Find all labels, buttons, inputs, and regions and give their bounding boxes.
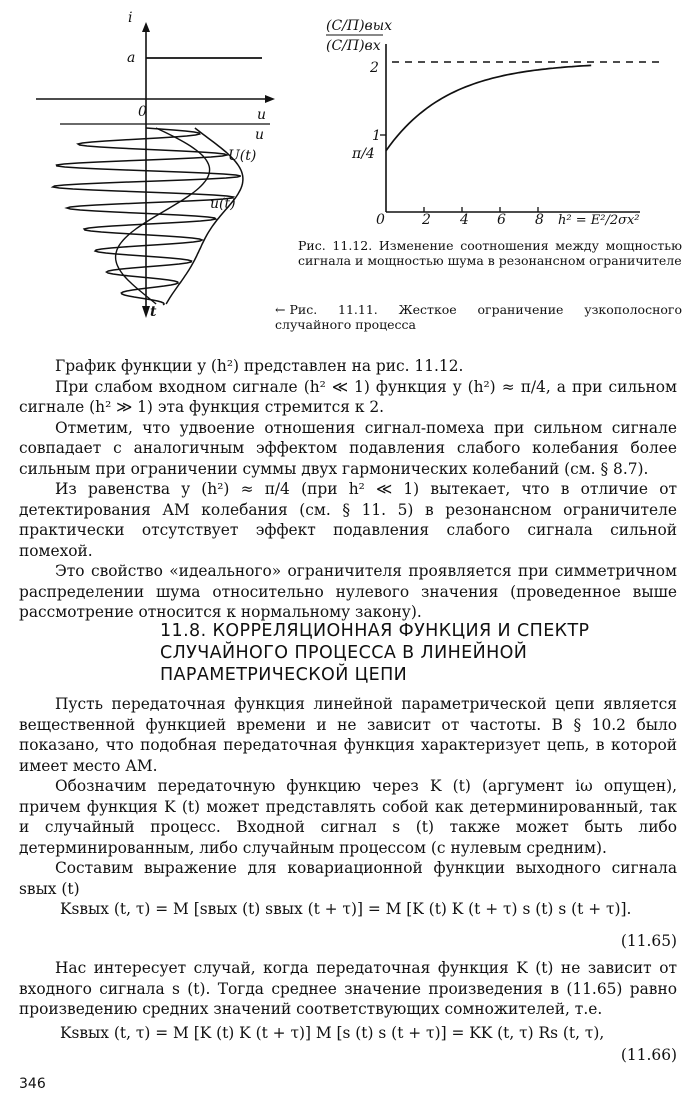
arrow-down-icon	[142, 306, 150, 318]
paragraph: График функции y (h²) представлен на рис. 11.12.	[55, 357, 464, 375]
paragraph: Пусть передаточная функция линейной параметрической цепи является вещественной функцией времени и не зависит от частоты. В § 10.2 было показано, что подобная передаточная функция характеризует цепь, в которой имеет место АМ.	[19, 695, 677, 775]
y-tick-2-label: 2	[370, 60, 379, 76]
section-title: КОРРЕЛЯЦИОННАЯ ФУНКЦИЯ И СПЕКТР СЛУЧАЙНОГО ПРОЦЕССА В ЛИНЕЙНОЙ ПАРАМЕТРИЧЕСКОЙ ЦЕПИ	[160, 621, 590, 685]
figure-11-11-caption-text: Рис. 11.11. Жесткое ограничение узкополосного случайного процесса	[275, 302, 682, 332]
x-tick-label: 6	[497, 212, 506, 228]
envelope-label: U(t)	[228, 148, 257, 164]
x-tick-label: 4	[460, 212, 469, 228]
equation-number-11-66: (11.66)	[620, 1046, 677, 1064]
paragraph: При слабом входном сигнале (h² ≪ 1) функция y (h²) ≈ π/4, а при сильном сигнале (h² ≫ 1) эта функция стремится к 2.	[19, 377, 677, 416]
y-label-denominator: (C/П)вх	[326, 38, 381, 54]
signal-label: u(t)	[210, 196, 236, 212]
figure-11-12	[380, 44, 664, 212]
paragraph: Из равенства y (h²) ≈ π/4 (при h² ≪ 1) вытекает, что в отличие от детектирования АМ колебания (см. § 11. 5) в резонансном ограничителе практически отсутствует эффект подавления слабого сигнала сильной помехой.	[19, 480, 677, 560]
paragraph: Составим выражение для ковариационной функции выходного сигнала sвых (t)	[19, 859, 677, 898]
figure-11-12-caption: Рис. 11.12. Изменение соотношения между мощностью сигнала и мощностью шума в резонансном ограничителе	[298, 238, 682, 268]
paragraph: Нас интересует случай, когда передаточная функция K (t) не зависит от входного сигнала s (t). Тогда среднее значение произведения в (11.65) равно произведению средних значений соответствующих сомножителей, т.е.	[19, 959, 677, 1018]
page-number: 346	[19, 1076, 46, 1092]
u-label-top: u	[257, 107, 267, 123]
u-label-bottom: u	[255, 127, 265, 143]
y-tick-pi4-label: π/4	[352, 146, 375, 162]
x-tick-label: 2	[422, 212, 431, 228]
x-tick-label: 8	[535, 212, 544, 228]
arrow-left-icon: ←	[275, 302, 286, 317]
level-a-label: a	[127, 50, 136, 66]
axis-i-label: i	[128, 10, 133, 26]
figure-11-11	[36, 22, 275, 318]
figures-area	[0, 0, 691, 340]
x-tick-0-label: 0	[376, 212, 385, 228]
text-block-3	[0, 958, 691, 1020]
text-block-2	[0, 694, 691, 899]
arrow-right-icon	[265, 95, 275, 103]
y-tick-1-label: 1	[372, 128, 381, 144]
figure-11-11-caption	[275, 302, 682, 332]
equation-11-66: Ksвых (t, τ) = M [K (t) K (t + τ)] M [s (t) s (t + τ)] = KK (t, τ) Rs (t, τ),	[60, 1024, 605, 1042]
arrow-up-icon	[142, 22, 150, 32]
equation-number-11-65: (11.65)	[620, 932, 677, 950]
paragraph: Отметим, что удвоение отношения сигнал-помеха при сильном сигнале совпадает с аналогичным эффектом подавления слабого колебания более сильным при ограничении суммы двух гармонических колебаний (см. § 8.7).	[19, 418, 677, 478]
gain-curve	[386, 65, 591, 150]
y-label-numerator: (C/П)вых	[326, 18, 393, 34]
x-axis-label: h² = E²/2σx²	[558, 213, 640, 228]
section-number: 11.8.	[160, 621, 207, 641]
paragraph: Это свойство «идеального» ограничителя проявляется при симметричном распределении шума относительно нулевого значения (проведенное выше рассмотрение относится к нормальному закону).	[19, 562, 677, 621]
paragraph: Обозначим передаточную функцию через K (t) (аргумент iω опущен), причем функция K (t) может представлять собой как детерминированный, так и случайный процесс. Входной сигнал s (t) также может быть либо детерминированным, либо случайным процессом (с нулевым средним).	[19, 777, 677, 857]
axis-t-label: t	[150, 304, 157, 320]
figures-svg	[0, 0, 691, 340]
section-heading	[160, 620, 680, 686]
text-block-1	[0, 356, 691, 623]
equation-11-65: Ksвых (t, τ) = M [sвых (t) sвых (t + τ)] = M [K (t) K (t + τ) s (t) s (t + τ)].	[60, 900, 632, 918]
origin-label: 0	[138, 104, 147, 120]
